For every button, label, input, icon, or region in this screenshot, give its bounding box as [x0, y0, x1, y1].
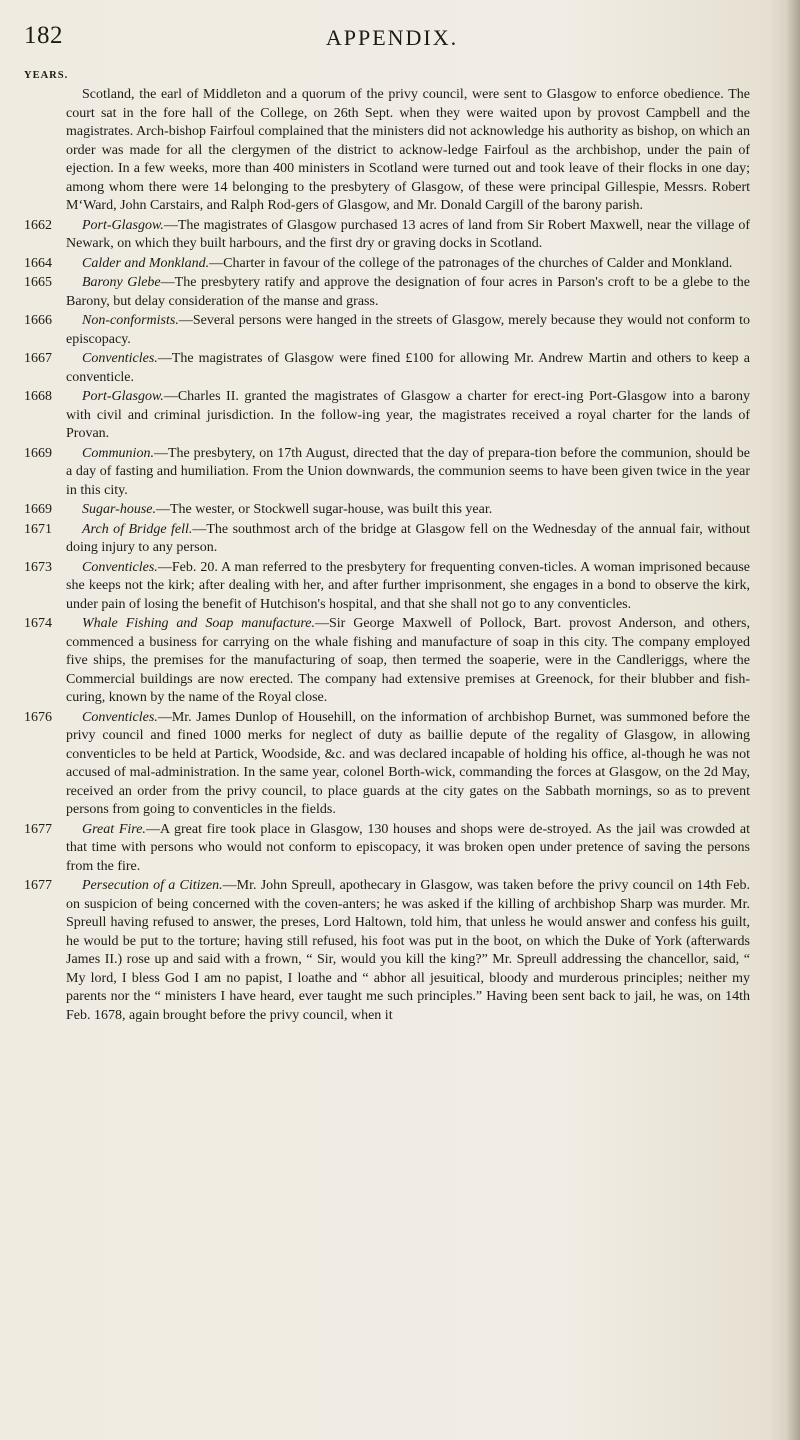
entry-body: [66, 521, 750, 558]
chronology-entry: [0, 821, 750, 877]
chronology-entry: [0, 501, 750, 520]
entry-year: 1662: [24, 217, 52, 233]
entry-text: —The magistrates of Glasgow purchased 13 acres of land from Sir Robert Maxwell, near the village of Newark, on which they built harbours, and the first dry or graving docks in Scotland.: [66, 217, 750, 251]
entry-text: —The presbytery ratify and approve the designation of four acres in Parson's croft to be a glebe to the Barony, but delay consideration of the manse and grass.: [66, 275, 751, 309]
chronology-entry: [0, 388, 750, 444]
entry-body: [66, 877, 750, 1025]
entry-title: Non-conformists.: [82, 313, 179, 328]
page-number: 182: [24, 22, 63, 49]
entry-year: 1673: [24, 559, 52, 575]
entry-body: [66, 559, 750, 615]
entry-year: 1666: [24, 313, 52, 328]
chronology-entry: [0, 312, 750, 349]
chronology-entry: [0, 274, 750, 311]
entry-body: [66, 388, 750, 444]
running-head: APPENDIX.: [325, 25, 459, 50]
chronology-entry: [0, 86, 750, 216]
entry-year: 1665: [24, 275, 52, 290]
chronology-entry: [0, 709, 750, 820]
entry-title: Conventicles.: [82, 351, 158, 366]
chronology-entry: [0, 877, 750, 1025]
entry-title: Great Fire.: [82, 821, 146, 837]
entry-body: [66, 445, 750, 501]
entry-title: Conventicles.: [82, 709, 158, 725]
entry-year: 1667: [24, 351, 52, 366]
entry-title: Persecution of a Citizen.: [82, 878, 223, 893]
chronology-entry: [0, 559, 750, 615]
entry-body: [66, 501, 750, 520]
entry-body: [66, 709, 750, 820]
page-header: [24, 22, 760, 54]
entry-text: Scotland, the earl of Middleton and a quorum of the privy council, were sent to Glasgow to enforce obedience. The court sat in the fore hall of the College, on 26th Sept. when they were waited upon by provost Campbell and the magistrates. Arch-bishop Fairfoul complained that the ministers did not acknowledge his authority as bishop, on which an order was made for all the clergymen of the district to acknow-ledge Fairfoul as the archbishop, under the pain of ejection. In a few weeks, more than 400 ministers in Scotland were turned out and took leave of their flocks in one day; among whom there were 14 belonging to the presbytery of Glasgow, of these were principal Gillespie, Messrs. Robert M‘Ward, John Carstairs, and Ralph Rod-gers of Glasgow, and Mr. Donald Cargill of the barony parish.: [66, 87, 750, 213]
entry-title: Port-Glasgow.: [82, 217, 164, 233]
entry-title: Sugar-house.: [82, 502, 156, 517]
chronology-entries: [0, 86, 800, 1026]
entry-text: —Several persons were hanged in the streets of Glasgow, merely because they would not conform to episcopacy.: [66, 313, 750, 347]
entry-body: [66, 615, 750, 708]
entry-text: —The southmost arch of the bridge at Glasgow fell on the Wednesday of the annual fair, without doing injury to any person.: [66, 521, 751, 555]
entry-title: Conventicles.: [82, 559, 158, 575]
chronology-entry: [0, 521, 750, 558]
entry-title: Whale Fishing and Soap manufacture.: [82, 616, 315, 631]
entry-body: [66, 350, 750, 387]
entry-year: 1677: [24, 821, 52, 837]
entry-year: 1669: [24, 445, 52, 461]
entry-year: 1668: [24, 389, 52, 404]
entry-text: —Charter in favour of the college of the patronages of the churches of Calder and Monkland.: [209, 255, 733, 271]
entry-body: [66, 217, 750, 254]
years-column-label: YEARS.: [24, 70, 69, 81]
entry-title: Calder and Monkland.: [82, 255, 210, 271]
entry-body: [66, 255, 750, 274]
entry-text: —Mr. John Spreull, apothecary in Glasgow, was taken before the privy council on 14th Feb. on suspicion of being concerned with the coven-anters; he was asked if the killing of archbishop Sharp was murder. Mr. Spreull having refused to answer, the preses, Lord Haltown, told him, that unless he would answer and confess his guilt, he would be put to the torture; having still refused, his foot was put in the boot, on which the Duke of York (afterwards James II.) rose up and said with a frown, “ Sir, would you kill the king?” Mr. Spreull addressing the chancellor, said, “ My lord, I bless God I am no papist, I loathe and “ abhor all jesuitical, bloody and murderous principles; neither my parents nor the “ ministers I have heard, ever taught me such principles.” Having been sent back to jail, he was, on 14th Feb. 1678, again brought before the privy council, when it: [66, 878, 750, 1023]
entry-text: —The wester, or Stockwell sugar-house, was built this year.: [156, 502, 493, 517]
chronology-entry: [0, 350, 750, 387]
entry-text: —Sir George Maxwell of Pollock, Bart. provost Anderson, and others, commenced a business for carrying on the whale fishing and manufacture of soap in this city. The company employed five ships, the premises for the manufacturing of soap, then termed the soaperie, were in the Candleriggs, where the Commercial buildings are now erected. The company had extensive premises at Greenock, for their blubber and fish-curing, known by the name of the Royal close.: [66, 616, 751, 705]
entry-text: —Mr. James Dunlop of Househill, on the information of archbishop Burnet, was summoned before the privy council and fined 1000 merks for neglect of duty as baillie depute of the regality of Glasgow, in allowing conventicles to be held at Partick, Woodside, &c. and was declared incapable of holding his office, al-though he was not accused of mal-administration. In the same year, colonel Borth-wick, commanding the forces at Glasgow, on the 2d May, received an order from the privy council, to place guards at the city gates on the Sabbath mornings, so as to prevent persons from going to conventicles in the fields.: [66, 709, 750, 817]
entry-text: —A great fire took place in Glasgow, 130 houses and shops were de-stroyed. As the jail was crowded at that time with persons who would not conform to episcopacy, it was broken open under pretence of saving the persons from the fire.: [66, 821, 750, 874]
entry-title: Port-Glasgow.: [82, 389, 164, 404]
entry-title: Arch of Bridge fell.: [82, 521, 193, 537]
chronology-entry: [0, 445, 750, 501]
entry-year: 1671: [24, 521, 52, 537]
entry-year: 1676: [24, 709, 52, 725]
entry-title: Communion.: [82, 445, 154, 461]
entry-text: —The magistrates of Glasgow were fined £100 for allowing Mr. Andrew Martin and others to keep a conventicle.: [66, 351, 750, 385]
entry-year: 1669: [24, 502, 52, 517]
entry-body: [66, 312, 750, 349]
chronology-entry: [0, 255, 750, 274]
entry-text: —Charles II. granted the magistrates of Glasgow a charter for erect-ing Port-Glasgow into a barony with civil and criminal jurisdiction. In the follow-ing year, the magistrates received a royal charter for the lands of Provan.: [66, 389, 750, 441]
entry-text: —Feb. 20. A man referred to the presbytery for frequenting conven-ticles. A woman imprisoned because she keeps not the kirk; after dealing with her, and after further imprisonment, she engages in a bond to observe the kirk, under pain of losing the benefit of Hutchison's hospital, and that she shall not go to any conventicles.: [66, 559, 750, 612]
entry-body: [66, 86, 750, 216]
entry-text: —The presbytery, on 17th August, directed that the day of prepara-tion before the communion, should be a day of fasting and humiliation. From the Union downwards, the communion seems to have been given twice in the year in this city.: [66, 445, 750, 498]
entry-title: Barony Glebe: [82, 275, 161, 290]
entry-year: 1677: [24, 878, 52, 893]
entry-year: 1674: [24, 616, 52, 631]
entry-body: [66, 274, 750, 311]
chronology-entry: [0, 217, 750, 254]
entry-year: 1664: [24, 255, 52, 271]
entry-body: [66, 821, 750, 877]
chronology-entry: [0, 615, 750, 708]
